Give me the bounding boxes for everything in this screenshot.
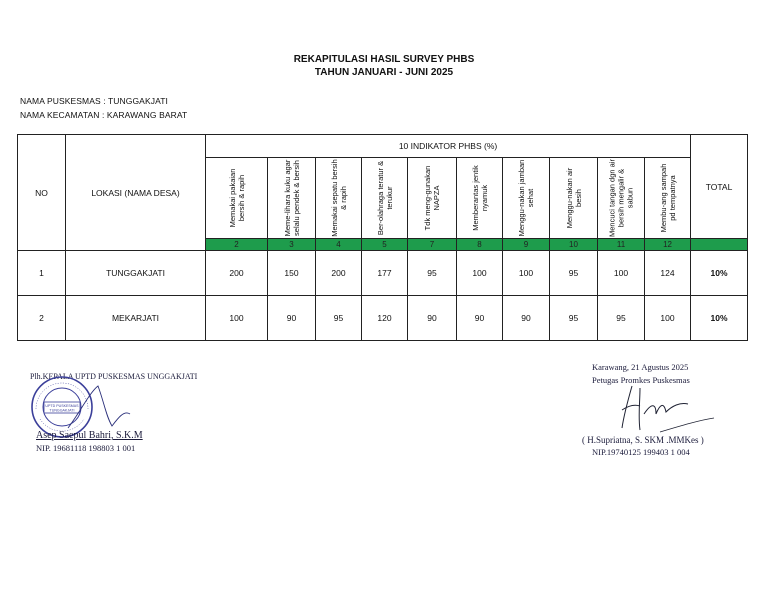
document-subtitle: TAHUN JANUARI - JUNI 2025 [314, 67, 454, 78]
indicator-code: 2 [206, 239, 268, 251]
row-lokasi: MEKARJATI [66, 296, 206, 341]
row-value: 95 [598, 296, 645, 341]
indicator-header: Menggu-nakan jamban sehat [503, 158, 550, 239]
right-signer-name: ( H.Supriatna, S. SKM .MMKes ) [582, 435, 704, 445]
puskesmas-info: NAMA PUSKESMAS : TUNGGAKJATI [20, 96, 168, 106]
table-row [18, 251, 748, 296]
row-lokasi: TUNGGAKJATI [66, 251, 206, 296]
right-signer-nip: NIP.19740125 199403 1 004 [592, 447, 690, 457]
row-value: 100 [457, 251, 503, 296]
header-no: NO [18, 135, 66, 251]
header-lokasi: LOKASI (NAMA DESA) [66, 135, 206, 251]
row-value: 200 [316, 251, 362, 296]
indicator-header: Membu-ang sampah pd tempatnya [645, 158, 691, 239]
left-signature-scribble [60, 382, 140, 434]
row-value: 150 [268, 251, 316, 296]
indicator-header: Tdk meng-gunakan NAPZA [408, 158, 457, 239]
right-place-date: Karawang, 21 Agustus 2025 [592, 362, 689, 372]
row-value: 90 [408, 296, 457, 341]
left-signer-name: Asep Saepul Bahri, S.K.M [36, 430, 143, 441]
table-row [18, 296, 748, 341]
row-value: 177 [362, 251, 408, 296]
indicator-code: 4 [316, 239, 362, 251]
row-value: 95 [550, 296, 598, 341]
row-value: 95 [316, 296, 362, 341]
indicator-header: Menggu-nakan air besih [550, 158, 598, 239]
indicator-code: 11 [598, 239, 645, 251]
row-no: 2 [18, 296, 66, 341]
left-signer-nip: NIP. 19681118 198803 1 001 [36, 443, 136, 453]
indicator-header: Mencuci tangan dgn air bersih mengalir & sabun [598, 158, 645, 239]
indicator-code: 3 [268, 239, 316, 251]
indicator-header: Ber-olahraga teratur & terukur [362, 158, 408, 239]
kecamatan-info: NAMA KECAMATAN : KARAWANG BARAT [20, 110, 188, 120]
indicator-code: 12 [645, 239, 691, 251]
indicator-code: 7 [408, 239, 457, 251]
row-total: 10% [691, 251, 748, 296]
header-total: TOTAL [691, 135, 748, 239]
indicator-header: Meme-lihara kuku agar selalu pendek & bersih [268, 158, 316, 239]
row-value: 90 [503, 296, 550, 341]
row-value: 120 [362, 296, 408, 341]
indicator-header: Memberantas jentik nyamuk [457, 158, 503, 239]
row-value: 124 [645, 251, 691, 296]
document-title: REKAPITULASI HASIL SURVEY PHBS [293, 54, 475, 65]
row-value: 100 [598, 251, 645, 296]
row-value: 100 [645, 296, 691, 341]
row-value: 90 [268, 296, 316, 341]
row-no: 1 [18, 251, 66, 296]
row-value: 100 [503, 251, 550, 296]
right-signer-role: Petugas Promkes Puskesmas [592, 375, 690, 385]
row-value: 95 [408, 251, 457, 296]
stamp-line-1: UPTD PUSKESMAS [45, 404, 79, 408]
indicator-code: 8 [457, 239, 503, 251]
left-signer-role: Plh.KEPALA UPTD PUSKESMAS UNGGAKJATI [30, 372, 198, 381]
header-indikator: 10 INDIKATOR PHBS (%) [206, 135, 691, 158]
indicator-header: Memakai sepatu bersih & rapih [316, 158, 362, 239]
stamp-line-2: TUNGGAKJATI [49, 408, 75, 413]
indicator-code: 9 [503, 239, 550, 251]
row-value: 100 [206, 296, 268, 341]
right-signature-scribble [610, 380, 720, 438]
indicator-header: Memakai pakaian bersih & rapih [206, 158, 268, 239]
row-value: 95 [550, 251, 598, 296]
row-value: 200 [206, 251, 268, 296]
total-code-blank [691, 239, 748, 251]
row-value: 90 [457, 296, 503, 341]
phbs-table [17, 134, 748, 341]
indicator-code: 10 [550, 239, 598, 251]
row-total: 10% [691, 296, 748, 341]
indicator-code: 5 [362, 239, 408, 251]
